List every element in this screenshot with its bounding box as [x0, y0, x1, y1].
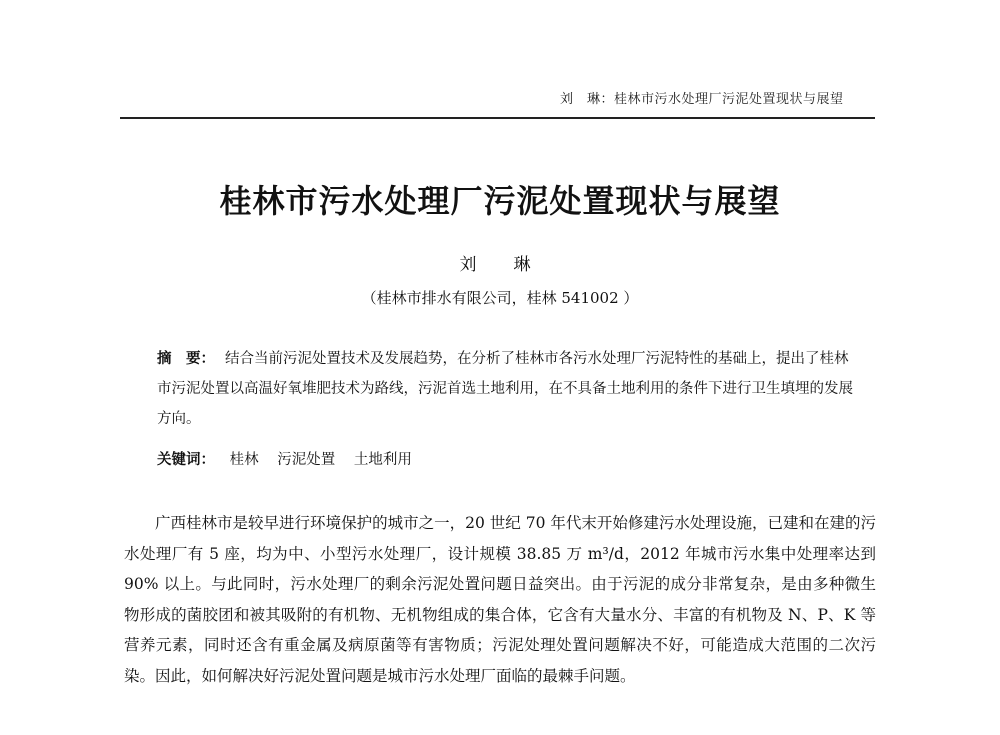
- keyword-item: 污泥处置: [277, 452, 336, 468]
- keywords-label: 关键词：: [157, 452, 215, 468]
- author-name: 刘 琳: [459, 255, 541, 275]
- keyword-item: 桂林: [229, 452, 259, 468]
- abstract-text: 结合当前污泥处置技术及发展趋势，在分析了桂林市各污水处理厂污泥特性的基础上，提出了桂林市污泥处置以高温好氧堆肥技术为路线，污泥首选土地利用，在不具备土地利用的条件下进行卫生填埋的发展方向。: [157, 351, 853, 427]
- running-header: 刘 琳：桂林市污水处理厂污泥处置现状与展望: [560, 92, 844, 107]
- abstract-label: 摘 要：: [157, 351, 215, 367]
- author-affiliation: （桂林市排水有限公司，桂林 541002 ）: [361, 289, 639, 307]
- article-title: 桂林市污水处理厂污泥处置现状与展望: [219, 182, 781, 220]
- body-paragraph: 广西桂林市是较早进行环境保护的城市之一，20 世纪 70 年代末开始修建污水处理设施，已建和在建的污水处理厂有 5 座，均为中、小型污水处理厂，设计规模 38.85 万 m³/d，2012 年城市污水集中处理率达到 90% 以上。与此同时，污水处理厂的剩余污泥处置问题日益突出。由于污泥的成分非常复杂，是由多种微生物形成的菌胶团和被其吸附的有机物、无机物组成的集合体，它含有大量水分、丰富的有机物及 N、P、K 等营养元素，同时还含有重金属及病原菌等有害物质；污泥处理处置问题解决不好，可能造成大范围的二次污染。因此，如何解决好污泥处置问题是城市污水处理厂面临的最棘手问题。: [124, 514, 876, 685]
- header-rule: [120, 117, 875, 119]
- keywords: [157, 448, 426, 469]
- abstract: [157, 344, 857, 434]
- keyword-item: 土地利用: [353, 452, 412, 468]
